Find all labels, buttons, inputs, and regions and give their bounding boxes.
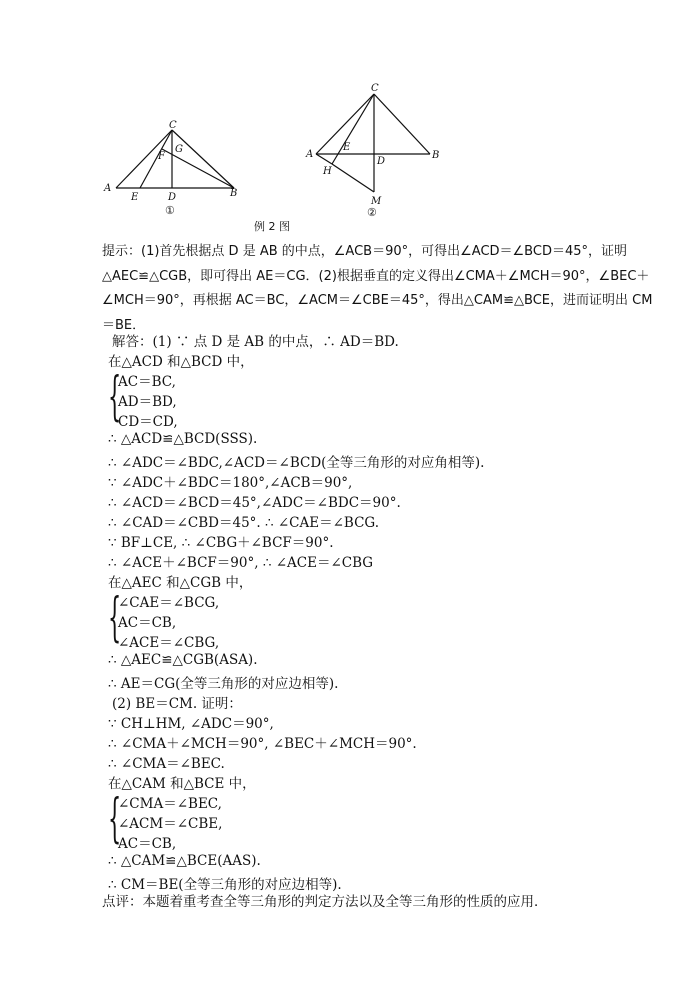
solution-line: ∴ ∠ACD＝∠BCD＝45°,∠ADC＝∠BDC＝90°. <box>108 495 401 511</box>
solution-line: AC＝CB, <box>118 615 177 631</box>
solution-line: AC＝CB, <box>118 836 177 852</box>
comment-line: 点评：本题着重考查全等三角形的判定方法以及全等三角形的性质的应用． <box>102 894 548 910</box>
label-B: B <box>230 188 238 199</box>
segment-HM <box>332 164 374 192</box>
label-G: G <box>175 144 183 155</box>
solution-line: ∴ △CAM≌△BCE(AAS). <box>108 853 261 869</box>
figure-1 <box>100 118 250 218</box>
solution-line: ∠ACM＝∠CBE, <box>118 816 223 832</box>
solution-line: AC＝BC, <box>118 374 176 390</box>
solution-block <box>108 330 668 893</box>
figure-number-2: ② <box>367 206 377 219</box>
solution-line: CD＝CD, <box>118 414 178 430</box>
solution-line: ∠CAE＝∠BCG, <box>118 595 220 611</box>
solution-line: ∵ ∠ADC＋∠BDC＝180°,∠ACB＝90°, <box>108 475 353 491</box>
brace: { <box>108 588 122 648</box>
figure-caption: 例 2 图 <box>254 220 290 233</box>
solution-line: ∴ ∠CMA＋∠MCH＝90°, ∠BEC＋∠MCH＝90°. <box>108 736 417 752</box>
solution-line: ∴ ∠CMA＝∠BEC. <box>108 756 225 772</box>
brace: { <box>108 367 122 427</box>
solution-line: ∠CMA＝∠BEC, <box>118 796 222 812</box>
label-E: E <box>131 192 139 203</box>
label-A: A <box>104 183 112 194</box>
solution-line: ∴ AE＝CG(全等三角形的对应边相等). <box>108 676 339 692</box>
solution-line: ∵ CH⊥HM, ∠ADC＝90°, <box>108 716 274 732</box>
solution-line: 解答：(1) ∵ 点 D 是 AB 的中点，∴ AD＝BD. <box>112 334 399 350</box>
solution-line: 在△CAM 和△BCE 中， <box>108 776 256 792</box>
segment-BC <box>374 94 430 154</box>
brace: { <box>108 789 122 849</box>
solution-line: ∵ BF⊥CE, ∴ ∠CBG＋∠BCF＝90°. <box>108 535 334 551</box>
label-C: C <box>371 83 379 94</box>
solution-line: AD＝BD, <box>118 394 177 410</box>
hint-paragraph: 提示：(1)首先根据点 D 是 AB 的中点，∠ACB＝90°，可得出∠ACD＝∠BCD＝45°，证明△AEC≌△CGB，即可得出 AE＝CG．(2)根据垂直的定义得出∠CMA＋∠MCH＝90°，∠BEC＋∠MCH＝90°，再根据 AC＝BC，∠ACM＝∠CBE＝45°，得出△CAM≌△BCE，进而证明出 CM＝BE． <box>102 244 653 333</box>
solution-line: ∴ ∠ADC＝∠BDC,∠ACD＝∠BCD(全等三角形的对应角相等). <box>108 455 485 471</box>
figure-2 <box>300 80 460 220</box>
solution-line: 在△AEC 和△CGB 中， <box>108 575 253 591</box>
label-C: C <box>169 120 177 131</box>
label-E: E <box>343 142 351 153</box>
solution-line: ∴ CM＝BE(全等三角形的对应边相等). <box>108 877 342 893</box>
segment-AH <box>316 154 332 164</box>
solution-line: (2) BE＝CM. 证明： <box>112 696 242 712</box>
label-D: D <box>168 192 177 203</box>
solution-line: ∴ ∠ACE＋∠BCF＝90°, ∴ ∠ACE＝∠CBG <box>108 555 374 571</box>
solution-line: 在△ACD 和△BCD 中， <box>108 354 254 370</box>
label-A: A <box>306 149 314 160</box>
label-F: F <box>158 151 165 162</box>
solution-line: ∴ ∠CAD＝∠CBD＝45°. ∴ ∠CAE＝∠BCG. <box>108 515 380 531</box>
figure-number-1: ① <box>165 204 175 217</box>
label-D: D <box>377 156 386 167</box>
label-B: B <box>432 150 440 161</box>
label-H: H <box>323 166 332 177</box>
solution-line: ∴ △ACD≌△BCD(SSS). <box>108 431 258 447</box>
solution-line: ∠ACE＝∠CBG, <box>118 635 220 651</box>
label-M: M <box>371 196 382 207</box>
solution-line: ∴ △AEC≌△CGB(ASA). <box>108 652 258 668</box>
